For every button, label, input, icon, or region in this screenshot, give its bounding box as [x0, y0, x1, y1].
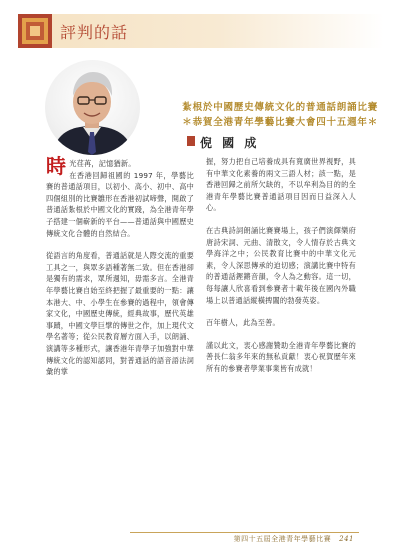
author-name: 倪 國 成: [200, 136, 260, 150]
footer-title: 第四十五屆全港青年學藝比賽: [233, 535, 332, 543]
paragraph: 在古典詩詞朗誦比賽賽場上，孩子們演繹樂府唐詩宋詞、元曲、清散文，令人情存於古典文學海洋之中；公民教育比賽中的中華文化元素，令人深思傳承的迫切感；演講比賽中特有的普通話鏗鏘音韻，令人為之動容。這一切，每每讓人欣喜看到參賽者十載年後在國內外職場上以普通話縱橫捭闔的勃發英姿。: [206, 225, 356, 305]
headline-sub: ＊恭賀全港青年學藝比賽大會四十五週年＊: [182, 117, 378, 128]
section-title: 評判的話: [60, 23, 129, 42]
author-photo: [45, 60, 140, 155]
body-column-left: [46, 156, 194, 389]
paragraph: 握，努力把自己培養成具有寬廣世界視野，具有中華文化素養的兩文三語人材；該一點，是香港回歸之前所欠缺的，不以牟利為目的的全港青年學藝比賽普通話項目因而日益深入人心。: [206, 157, 356, 213]
body-column-right: [206, 156, 356, 386]
paragraph: 謹以此文，衷心感謝贊助全港青年學藝比賽的善長仁翁多年來的無私貢獻！衷心祝賀歷年來所有的參賽者學業事業皆有成就！: [206, 340, 356, 373]
footer: [234, 534, 354, 544]
paragraph: 從語言的角度看，普通話就是人際交流的重要工具之一，與眾多語種著無二致。但在香港卻是獨有的需求，眾所週知，毋需多言。全港青年學藝比賽自始至終把握了最重要的一點：讓本港大、中、小學生在參賽的過程中，領會傳家文化，中國歷史傳統，經典故事，歷代英雄事蹟，中國文學巨擘的傳世之作，加上現代文學名著等；從公民教育層方面入手，以朗誦、演講等多種形式，讓香港年青學子加強對中華傳統文化的認知認同，對普通話的語音語法詞彙的掌: [46, 251, 194, 377]
page-number: 241: [339, 535, 354, 543]
section-logo-icon: [18, 14, 52, 48]
paragraph: [46, 156, 194, 239]
headline-main: 紮根於中國歷史傳統文化的普通話朗誦比賽: [182, 102, 378, 113]
opening-line: 光荏苒，記憶猶新。: [69, 159, 136, 168]
author-marker: [187, 136, 195, 146]
dropcap: 時: [46, 154, 67, 178]
footer-divider: [130, 532, 359, 533]
paragraph-text: 在香港回歸祖國的 1997 年，學藝比賽的普通話項目，以初小、高小、初中、高中四個組別的比賽雛形在香港初試啼聲，開啟了普通話紮根於中國文化的實踐，為全港青年學子搭建一個嶄新的平台——普通話與中國歷史傳統文化合體的自然結合。: [46, 170, 194, 238]
paragraph: 百年樹人，此為至善。: [206, 318, 280, 328]
